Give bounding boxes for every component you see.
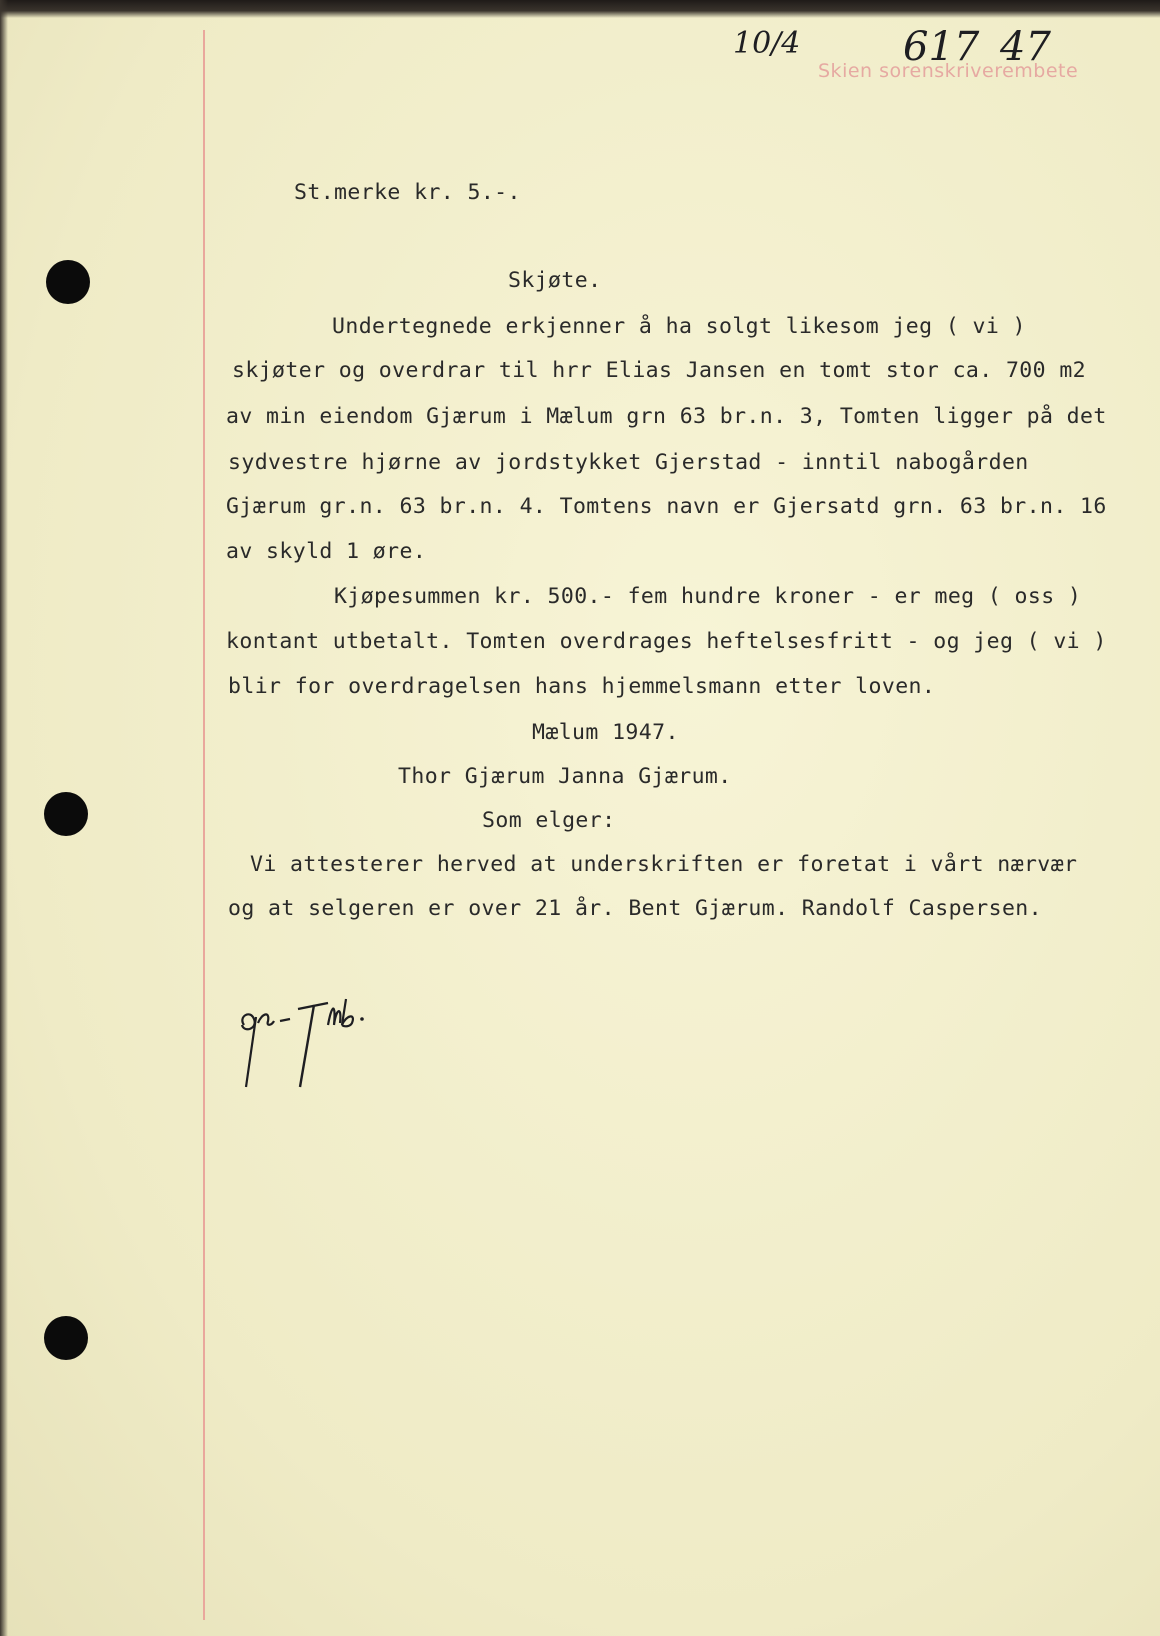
body-line: skjøter og overdrar til hrr Elias Jansen en tomt stor ca. 700 m2 [232, 358, 1087, 383]
signers-role: Som elger: [482, 808, 616, 833]
body-line: sydvestre hjørne av jordstykket Gjerstad - inntil nabogården [228, 450, 1029, 475]
punch-hole [44, 1316, 88, 1360]
stamp-duty-line: St.merke kr. 5.-. [294, 180, 521, 205]
registry-stamp: Skien sorenskriverembete [818, 60, 1079, 82]
signers-line: Thor Gjærum Janna Gjærum. [398, 764, 732, 789]
place-date: Mælum 1947. [532, 720, 679, 745]
document-title: Skjøte. [508, 268, 602, 293]
body-line: kontant utbetalt. Tomten overdrages heftelsesfritt - og jeg ( vi ) [226, 629, 1107, 654]
handwritten-year: 47 [1000, 24, 1051, 70]
scan-top-edge [0, 0, 1160, 18]
body-line: Kjøpesummen kr. 500.- fem hundre kroner - er meg ( oss ) [334, 584, 1082, 609]
punch-hole [44, 792, 88, 836]
punch-hole [46, 260, 90, 304]
handwritten-initials [236, 995, 396, 1099]
body-line: Undertegnede erkjenner å ha solgt likesom jeg ( vi ) [332, 314, 1026, 339]
attest-line: og at selgeren er over 21 år. Bent Gjærum. Randolf Caspersen. [228, 896, 1042, 921]
body-line: av min eiendom Gjærum i Mælum grn 63 br.n. 3, Tomten ligger på det [226, 404, 1107, 429]
handwritten-number: 617 [903, 24, 980, 70]
attest-line: Vi attesterer herved at underskriften er foretat i vårt nærvær [250, 852, 1078, 877]
handwritten-date: 10/4 [733, 26, 801, 61]
margin-line [203, 30, 205, 1620]
body-line: Gjærum gr.n. 63 br.n. 4. Tomtens navn er Gjersatd grn. 63 br.n. 16 [226, 494, 1107, 519]
body-line: av skyld 1 øre. [226, 539, 427, 564]
scan-left-edge [0, 0, 8, 1636]
body-line: blir for overdragelsen hans hjemmelsmann etter loven. [228, 674, 936, 699]
